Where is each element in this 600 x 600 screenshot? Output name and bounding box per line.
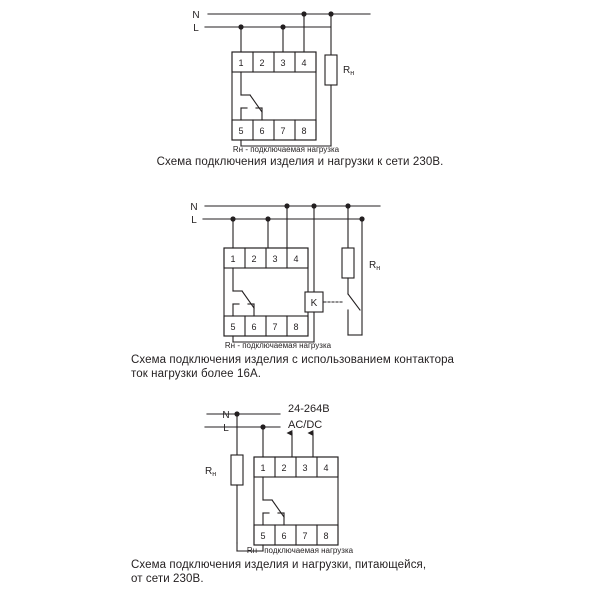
load-resistor-body [325,55,337,85]
terminal-2-label: 2 [281,463,287,473]
rail-n-label: N [222,410,230,421]
terminal-1-label: 1 [238,58,244,68]
supply-voltage-label: 24-264В [288,403,330,415]
contact-moving-arm [272,500,284,517]
load-resistor-body [231,455,243,485]
diagram-2-caption [0,353,600,381]
terminal-7-label: 7 [272,322,278,332]
contact-moving-arm [250,95,262,112]
contact-moving-arm [242,291,254,308]
contactor-switch-arm [348,294,360,310]
terminal-3-label: 3 [302,463,308,473]
diagram-3 [0,395,600,555]
terminal-5-label: 5 [230,322,236,332]
terminal-3-label: 3 [280,58,286,68]
terminal-7-label: 7 [280,126,286,136]
load-resistor-label: $R_н$ [369,260,381,272]
load-resistor-label: $R_н$ [343,65,355,77]
terminal-8-label: 8 [323,531,329,541]
supply-type-label: AC/DC [288,419,323,431]
terminal-6-label: 6 [281,531,287,541]
terminal-6-label: 6 [251,322,257,332]
terminal-3-label: 3 [272,254,278,264]
diagram-2-caption-line-1: Схема подключения изделия с использованием контактора [131,354,455,366]
rail-n-label: N [190,202,198,213]
diagram-1-caption: Схема подключения изделия и нагрузки к сети 230В. [156,156,444,168]
terminal-5-label: 5 [260,531,266,541]
terminal-5-label: 5 [238,126,244,136]
diagram-3-caption [0,558,600,586]
load-resistor-body [342,248,354,278]
terminal-1-label: 1 [260,463,266,473]
terminal-6-label: 6 [259,126,265,136]
load-note-2: Rн - подключаемая нагрузка [224,341,332,350]
rail-l-label: L [193,23,199,34]
terminal-2-label: 2 [251,254,257,264]
diagram-2 [0,190,600,350]
terminal-4-label: 4 [293,254,299,264]
diagram-3-caption-line-1: Схема подключения изделия и нагрузки, питающейся, [131,559,427,571]
diagram-1 [0,0,600,155]
terminal-8-label: 8 [293,322,299,332]
terminal-7-label: 7 [302,531,308,541]
terminal-4-label: 4 [323,463,329,473]
contactor-label: K [310,298,318,309]
load-note-1: Rн - подключаемая нагрузка [232,145,340,154]
terminal-2-label: 2 [259,58,265,68]
rail-n-label: N [192,10,200,21]
load-resistor-label: $R_н$ [205,466,217,478]
terminal-1-label: 1 [230,254,236,264]
terminal-8-label: 8 [301,126,307,136]
diagram-2-caption-line-2: ток нагрузки более 16А. [131,368,262,380]
rail-l-label: L [223,423,229,434]
terminal-4-label: 4 [301,58,307,68]
load-note-3: Rн - подключаемая нагрузка [246,546,354,555]
diagram-3-caption-line-2: от сети 230В. [131,573,204,585]
rail-l-label: L [191,215,197,226]
